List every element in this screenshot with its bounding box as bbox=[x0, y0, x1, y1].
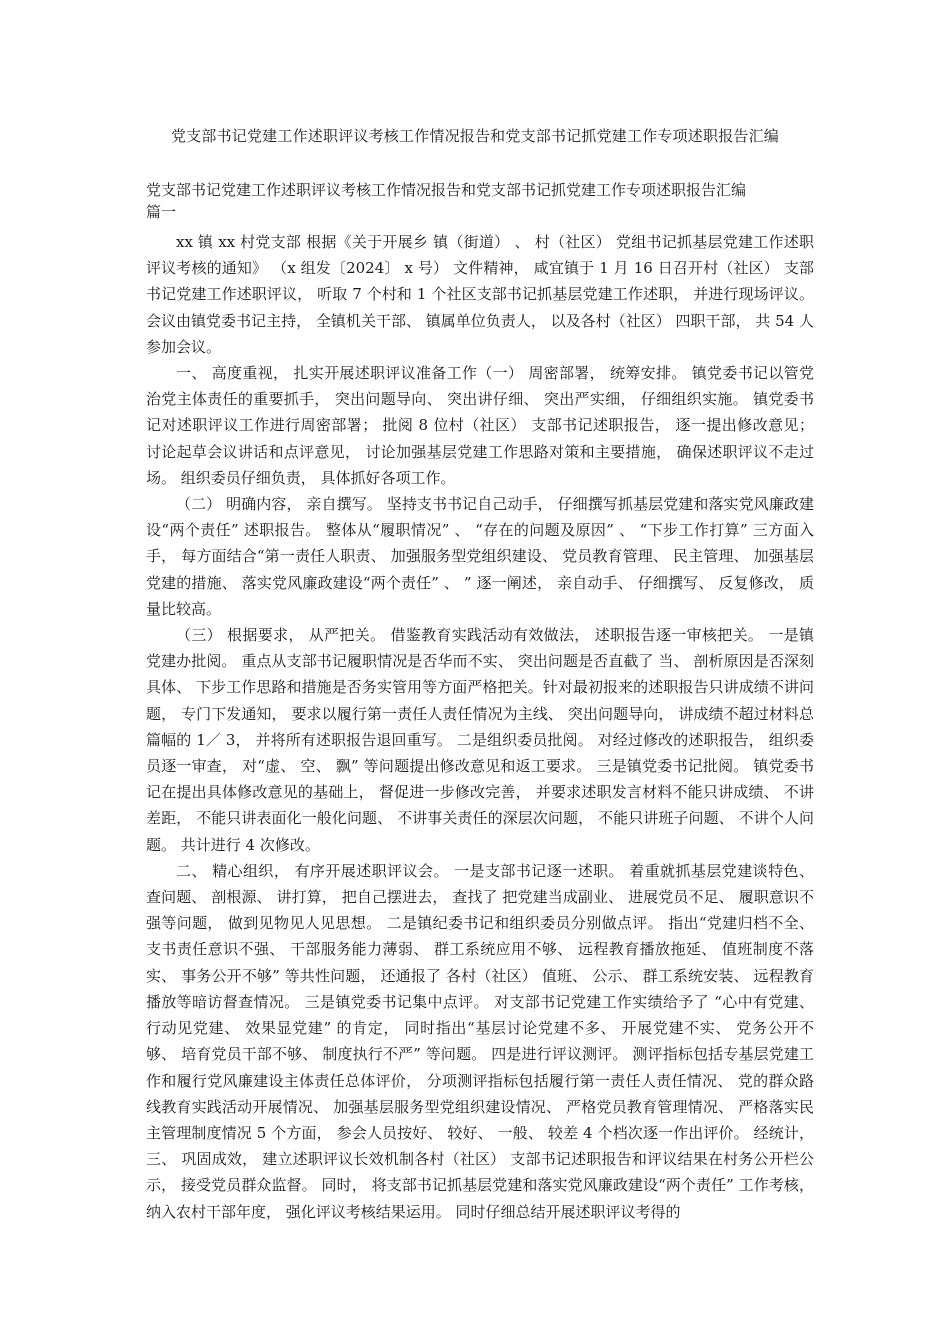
paragraph-section-1: 一、 高度重视， 扎实开展述职评议准备工作（一） 周密部署， 统筹安排。 镇党委书记以管党治党主体责任的重要抓手， 突出问题导向、 突出讲仔细、 突出严实细， 仔细组织实施。 镇党委书记对述职评议工作进行周密部署； 批阅 8 位村（社区） 支部书记述职报告， 逐一提出修改意见； 讨论起草会议讲话和点评意见， 讨论加强基层党建工作思路对策和主要措施， 确保述职评议不走过场。 组织委员仔细负责， 具体抓好各项工作。 bbox=[146, 364, 814, 487]
document-body bbox=[146, 229, 814, 1225]
paragraph-intro: xx 镇 xx 村党支部 根据《关于开展乡 镇（街道） 、 村（社区） 党组书记抓基层党建工作述职评议考核的通知》 （x 组发〔2024〕 x 号） 文件精神， 咸宜镇于 1 月 16 日召开村（社区） 支部书记党建工作述职评议， 听取 7 个村和 1 个社区支部书记抓基层党建工作述职， 并进行现场评议。 会议由镇党委书记主持， 全镇机关干部、 镇属单位负责人， 以及各村（社区） 四职干部， 共 54 人参加会议。 bbox=[146, 233, 814, 356]
paragraph-section-1-2: （二） 明确内容， 亲自撰写。 坚持支书书记自己动手， 仔细撰写抓基层党建和落实党风廉政建设“两个责任” 述职报告。 整体从“履职情况” 、 “存在的问题及原因” 、 “下步工作打算” 三方面入手， 每方面结合“第一责任人职责、 加强服务型党组织建设、 党员教育管理、 民主管理、 加强基层党建的措施、 落实党风廉政建设“两个责任” 、 ” 逐一阐述， 亲自动手、 仔细撰写、 反复修改， 质量比较高。 bbox=[146, 495, 814, 618]
paragraph-section-1-3: （三） 根据要求， 从严把关。 借鉴教育实践活动有效做法， 述职报告逐一审核把关。 一是镇党建办批阅。 重点从支部书记履职情况是否华而不实、 突出问题是否直截了 当、 剖析原因是否深刻具体、 下步工作思路和措施是否务实管用等方面严格把关。针对最初报来的述职报告只讲成绩不讲问题， 专门下发通知， 要求以履行第一责任人责任情况为主线、 突出问题导向， 讲成绩不超过材料总篇幅的 1／ 3， 并将所有述职报告退回重写。 二是组织委员批阅。 对经过修改的述职报告， 组织委员逐一审查， 对“虚、 空、 飘” 等问题提出修改意见和返工要求。 三是镇党委书记批阅。 镇党委书记在提出具体修改意见的基础上， 督促进一步修改完善， 并要求述职发言材料不能只讲成绩、 不讲差距， 不能只讲表面化一般化问题、 不讲事关责任的深层次问题， 不能只讲班子问题、 不讲个人问题。 共计进行 4 次修改。 bbox=[146, 626, 814, 854]
paragraph-section-2: 二、 精心组织， 有序开展述职评议会。 一是支部书记逐一述职。 着重就抓基层党建谈特色、 查问题、 剖根源、 讲打算， 把自己摆进去， 查找了 把党建当成副业、 进展党员不足、 履职意识不强等问题， 做到见物见人见思想。 二是镇纪委书记和组织委员分别做点评。 指出“党建归档不全、 支书责任意识不强、 干部服务能力薄弱、 群工系统应用不够、 远程教育播放拖延、 值班制度不落实、 事务公开不够” 等共性问题， 还通报了 各村（社区） 值班、 公示、 群工系统安装、 远程教育播放等暗访督查情况。 三是镇党委书记集中点评。 对支部书记党建工作实绩给予了 “心中有党建、 行动见党建、 效果显党建” 的肯定， 同时指出“基层讨论党建不多、 开展党建不实、 党务公开不够、 培育党员干部不够、 制度执行不严” 等问题。 四是进行评议测评。 测评指标包括专基层党建工作和履行党风廉建设主体责任总体评价， 分项测评指标包括履行第一责任人责任情况、 党的群众路线教育实践活动开展情况、 加强基层服务型党组织建设情况、 严格党员教育管理情况、 严格落实民主管理制度情况 5 个方面， 参会人员按好、 较好、 一般、 较差 4 个档次逐一作出评价。 经统计， 三、 巩固成效， 建立述职评议长效机制各村（社区） 支部书记述职报告和评议结果在村务公开栏公示， 接受党员群众监督。 同时， 将支部书记抓基层党建和落实党风廉政建设“两个责任” 工作考核， 纳入农村干部年度， 强化评议考核结果运用。 同时仔细总结开展述职评议考得的 bbox=[146, 861, 814, 1221]
document-title: 党支部书记党建工作述职评议考核工作情况报告和党支部书记抓党建工作专项述职报告汇编 bbox=[170, 127, 779, 145]
document-subtitle: 党支部书记党建工作述职评议考核工作情况报告和党支部书记抓党建工作专项述职报告汇编 bbox=[146, 181, 747, 199]
part-label: 篇一 bbox=[146, 203, 177, 221]
